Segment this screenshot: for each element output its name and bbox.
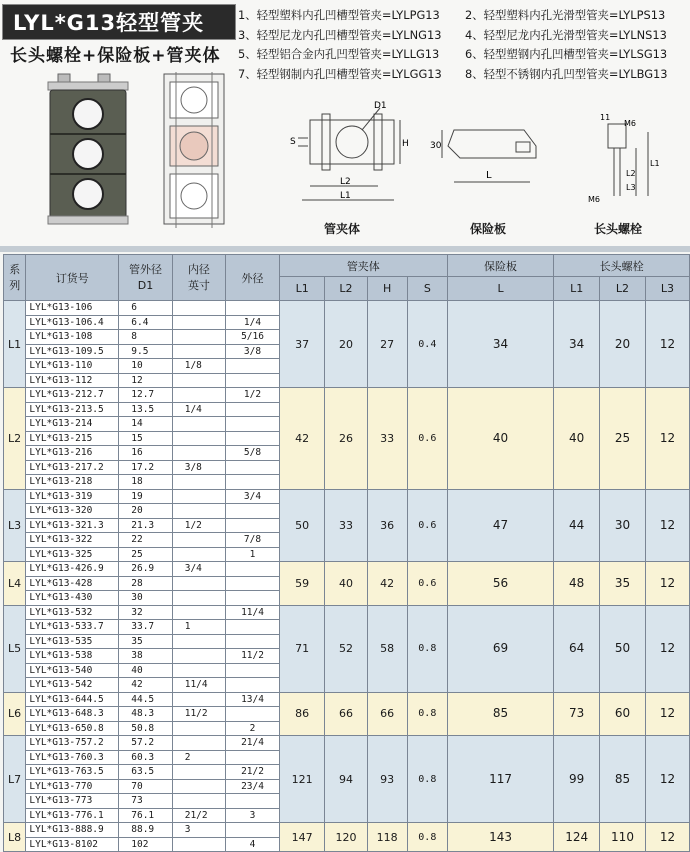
order-code-cell: LYL*G13-888.9 bbox=[26, 823, 119, 838]
col-id-header: 内径 英寸 bbox=[172, 255, 225, 301]
inner-inch-cell bbox=[172, 736, 225, 751]
dimension-cell: 0.6 bbox=[407, 388, 447, 490]
series-cell: L7 bbox=[4, 736, 26, 823]
dimension-cell: 12 bbox=[645, 562, 689, 606]
dimension-cell: 36 bbox=[367, 489, 407, 562]
dimension-cell: 69 bbox=[447, 605, 553, 692]
inner-inch-cell bbox=[172, 576, 225, 591]
col-sub-header: L2 bbox=[325, 277, 367, 301]
dimension-cell: 12 bbox=[645, 823, 689, 852]
variant-list bbox=[238, 6, 688, 84]
order-code-cell: LYL*G13-325 bbox=[26, 547, 119, 562]
dim-m6-label: M6 bbox=[588, 195, 600, 204]
order-code-cell: LYL*G13-8102 bbox=[26, 837, 119, 852]
outer-inch-cell: 4 bbox=[226, 837, 280, 852]
outer-inch-cell: 11/2 bbox=[226, 649, 280, 664]
order-code-cell: LYL*G13-214 bbox=[26, 417, 119, 432]
outer-diameter-cell: 16 bbox=[119, 446, 172, 461]
inner-inch-cell bbox=[172, 663, 225, 678]
variant-item: 2、轻型塑料内孔光滑型管夹=LYLPS13 bbox=[465, 8, 666, 22]
dimension-cell: 73 bbox=[554, 692, 600, 736]
order-code-cell: LYL*G13-426.9 bbox=[26, 562, 119, 577]
col-group-bolt-header: 长头螺栓 bbox=[554, 255, 690, 277]
outer-inch-cell: 3 bbox=[226, 808, 280, 823]
inner-inch-cell bbox=[172, 315, 225, 330]
variant-item: 3、轻型尼龙内孔凹槽型管夹=LYLNG13 bbox=[238, 27, 442, 42]
outer-inch-cell: 13/4 bbox=[226, 692, 280, 707]
dimension-cell: 42 bbox=[279, 388, 325, 490]
outer-inch-cell bbox=[226, 301, 280, 316]
series-cell: L2 bbox=[4, 388, 26, 490]
outer-diameter-cell: 44.5 bbox=[119, 692, 172, 707]
inner-inch-cell bbox=[172, 388, 225, 403]
dimension-cell: 12 bbox=[645, 736, 689, 823]
outer-diameter-cell: 40 bbox=[119, 663, 172, 678]
col-sub-header: L bbox=[447, 277, 553, 301]
series-cell: L4 bbox=[4, 562, 26, 606]
dimension-cell: 0.6 bbox=[407, 489, 447, 562]
variant-item: 7、轻型钢制内孔凹槽型管夹=LYLGG13 bbox=[238, 66, 442, 81]
dimension-cell: 124 bbox=[554, 823, 600, 852]
inner-inch-cell bbox=[172, 721, 225, 736]
outer-inch-cell: 1/4 bbox=[226, 315, 280, 330]
dim-l1-label: L1 bbox=[650, 159, 660, 168]
outer-diameter-cell: 6 bbox=[119, 301, 172, 316]
dimension-cell: 117 bbox=[447, 736, 553, 823]
outer-diameter-cell: 26.9 bbox=[119, 562, 172, 577]
outer-inch-cell bbox=[226, 402, 280, 417]
inner-inch-cell bbox=[172, 649, 225, 664]
order-code-cell: LYL*G13-757.2 bbox=[26, 736, 119, 751]
dimension-cell: 52 bbox=[325, 605, 367, 692]
order-code-cell: LYL*G13-770 bbox=[26, 779, 119, 794]
outer-inch-cell bbox=[226, 634, 280, 649]
inner-inch-cell bbox=[172, 547, 225, 562]
dimension-cell: 118 bbox=[367, 823, 407, 852]
order-code-cell: LYL*G13-216 bbox=[26, 446, 119, 461]
outer-diameter-cell: 60.3 bbox=[119, 750, 172, 765]
table-row bbox=[4, 823, 690, 838]
col-code-header: 订货号 bbox=[26, 255, 119, 301]
order-code-cell: LYL*G13-532 bbox=[26, 605, 119, 620]
header-area bbox=[0, 0, 690, 250]
outer-inch-cell: 5/8 bbox=[226, 446, 280, 461]
order-code-cell: LYL*G13-109.5 bbox=[26, 344, 119, 359]
order-code-cell: LYL*G13-106.4 bbox=[26, 315, 119, 330]
outer-diameter-cell: 15 bbox=[119, 431, 172, 446]
dimension-cell: 0.8 bbox=[407, 605, 447, 692]
dimension-cell: 71 bbox=[279, 605, 325, 692]
outer-diameter-cell: 63.5 bbox=[119, 765, 172, 780]
order-code-cell: LYL*G13-212.7 bbox=[26, 388, 119, 403]
outer-inch-cell bbox=[226, 750, 280, 765]
dimension-cell: 20 bbox=[325, 301, 367, 388]
order-code-cell: LYL*G13-322 bbox=[26, 533, 119, 548]
inner-inch-cell bbox=[172, 634, 225, 649]
dimension-cell: 147 bbox=[279, 823, 325, 852]
outer-inch-cell bbox=[226, 707, 280, 722]
divider-band bbox=[0, 246, 690, 252]
outer-diameter-cell: 18 bbox=[119, 475, 172, 490]
outer-diameter-cell: 12 bbox=[119, 373, 172, 388]
outer-diameter-cell: 13.5 bbox=[119, 402, 172, 417]
dimension-cell: 64 bbox=[554, 605, 600, 692]
outer-inch-cell bbox=[226, 620, 280, 635]
dimension-cell: 48 bbox=[554, 562, 600, 606]
table-row bbox=[4, 605, 690, 620]
dim-s-label: S bbox=[290, 137, 296, 147]
dimension-cell: 47 bbox=[447, 489, 553, 562]
dimension-cell: 40 bbox=[447, 388, 553, 490]
outer-inch-cell: 21/2 bbox=[226, 765, 280, 780]
dimension-cell: 33 bbox=[367, 388, 407, 490]
dimension-cell: 60 bbox=[600, 692, 646, 736]
dimension-cell: 44 bbox=[554, 489, 600, 562]
dimension-cell: 59 bbox=[279, 562, 325, 606]
bolt-drawing bbox=[586, 112, 666, 208]
order-code-cell: LYL*G13-319 bbox=[26, 489, 119, 504]
variant-row bbox=[238, 65, 688, 85]
dim-l2-label: L2 bbox=[340, 177, 351, 187]
dim-m6-label: M6 bbox=[624, 119, 636, 128]
dim-l2-label: L2 bbox=[626, 169, 636, 178]
dim-d1-label: D1 bbox=[374, 101, 387, 111]
product-photo bbox=[40, 72, 260, 232]
outer-inch-cell bbox=[226, 562, 280, 577]
dimension-cell: 50 bbox=[279, 489, 325, 562]
dimension-cell: 66 bbox=[325, 692, 367, 736]
dimension-cell: 12 bbox=[645, 301, 689, 388]
inner-inch-cell bbox=[172, 475, 225, 490]
variant-item: 5、轻型铝合金内孔凹型管夹=LYLLG13 bbox=[238, 47, 440, 61]
inner-inch-cell bbox=[172, 373, 225, 388]
outer-inch-cell bbox=[226, 518, 280, 533]
outer-diameter-cell: 19 bbox=[119, 489, 172, 504]
order-code-cell: LYL*G13-773 bbox=[26, 794, 119, 809]
variant-row bbox=[238, 45, 688, 65]
inner-inch-cell: 2 bbox=[172, 750, 225, 765]
outer-diameter-cell: 57.2 bbox=[119, 736, 172, 751]
outer-diameter-cell: 70 bbox=[119, 779, 172, 794]
outer-inch-cell: 11/4 bbox=[226, 605, 280, 620]
table-row bbox=[4, 736, 690, 751]
col-group-plate-header: 保险板 bbox=[447, 255, 553, 277]
variant-item: 6、轻型塑钢内孔凹槽型管夹=LYLSG13 bbox=[465, 47, 668, 61]
dimension-cell: 12 bbox=[645, 388, 689, 490]
dimension-cell: 26 bbox=[325, 388, 367, 490]
outer-diameter-cell: 25 bbox=[119, 547, 172, 562]
dimension-cell: 66 bbox=[367, 692, 407, 736]
outer-inch-cell: 3/8 bbox=[226, 344, 280, 359]
dimension-cell: 40 bbox=[554, 388, 600, 490]
order-code-cell: LYL*G13-217.2 bbox=[26, 460, 119, 475]
order-code-cell: LYL*G13-650.8 bbox=[26, 721, 119, 736]
dim-11-label: 11 bbox=[600, 113, 611, 122]
outer-inch-cell: 7/8 bbox=[226, 533, 280, 548]
outer-diameter-cell: 14 bbox=[119, 417, 172, 432]
dimension-cell: 93 bbox=[367, 736, 407, 823]
order-code-cell: LYL*G13-110 bbox=[26, 359, 119, 374]
series-cell: L8 bbox=[4, 823, 26, 852]
table-row bbox=[4, 388, 690, 403]
inner-inch-cell bbox=[172, 431, 225, 446]
order-code-cell: LYL*G13-644.5 bbox=[26, 692, 119, 707]
page-title: LYL*G13轻型管夹 bbox=[13, 11, 205, 35]
dimension-cell: 34 bbox=[447, 301, 553, 388]
outer-inch-cell bbox=[226, 431, 280, 446]
spec-table-body bbox=[4, 301, 690, 852]
outer-inch-cell: 2 bbox=[226, 721, 280, 736]
col-group-body-header: 管夹体 bbox=[279, 255, 447, 277]
outer-diameter-cell: 17.2 bbox=[119, 460, 172, 475]
table-row bbox=[4, 301, 690, 316]
order-code-cell: LYL*G13-763.5 bbox=[26, 765, 119, 780]
dimension-cell: 85 bbox=[600, 736, 646, 823]
outer-diameter-cell: 88.9 bbox=[119, 823, 172, 838]
variant-item: 8、轻型不锈钢内孔凹型管夹=LYLBG13 bbox=[465, 66, 668, 81]
outer-inch-cell: 23/4 bbox=[226, 779, 280, 794]
outer-inch-cell bbox=[226, 460, 280, 475]
series-cell: L1 bbox=[4, 301, 26, 388]
order-code-cell: LYL*G13-430 bbox=[26, 591, 119, 606]
dim-h-label: H bbox=[402, 139, 409, 149]
outer-inch-cell bbox=[226, 678, 280, 693]
outer-diameter-cell: 73 bbox=[119, 794, 172, 809]
spec-table bbox=[3, 254, 690, 852]
order-code-cell: LYL*G13-542 bbox=[26, 678, 119, 693]
table-row bbox=[4, 489, 690, 504]
title-banner bbox=[2, 4, 236, 40]
order-code-cell: LYL*G13-428 bbox=[26, 576, 119, 591]
inner-inch-cell: 1/2 bbox=[172, 518, 225, 533]
outer-inch-cell: 1 bbox=[226, 547, 280, 562]
variant-item: 4、轻型尼龙内孔光滑型管夹=LYLNS13 bbox=[465, 27, 667, 42]
inner-inch-cell bbox=[172, 605, 225, 620]
inner-inch-cell bbox=[172, 533, 225, 548]
dimension-cell: 94 bbox=[325, 736, 367, 823]
outer-diameter-cell: 22 bbox=[119, 533, 172, 548]
inner-inch-cell bbox=[172, 344, 225, 359]
table-row bbox=[4, 562, 690, 577]
dimension-cell: 12 bbox=[645, 605, 689, 692]
order-code-cell: LYL*G13-760.3 bbox=[26, 750, 119, 765]
dimension-cell: 30 bbox=[600, 489, 646, 562]
inner-inch-cell: 1/4 bbox=[172, 402, 225, 417]
outer-diameter-cell: 50.8 bbox=[119, 721, 172, 736]
inner-inch-cell bbox=[172, 446, 225, 461]
order-code-cell: LYL*G13-321.3 bbox=[26, 518, 119, 533]
outer-diameter-cell: 33.7 bbox=[119, 620, 172, 635]
dimension-cell: 120 bbox=[325, 823, 367, 852]
dim-30-label: 30 bbox=[430, 141, 442, 151]
outer-inch-cell bbox=[226, 475, 280, 490]
body-caption: 管夹体 bbox=[324, 222, 361, 236]
dim-l1-label: L1 bbox=[340, 191, 351, 201]
dimension-cell: 143 bbox=[447, 823, 553, 852]
inner-inch-cell: 1 bbox=[172, 620, 225, 635]
dimension-cell: 56 bbox=[447, 562, 553, 606]
order-code-cell: LYL*G13-540 bbox=[26, 663, 119, 678]
series-cell: L6 bbox=[4, 692, 26, 736]
dimension-cell: 0.8 bbox=[407, 823, 447, 852]
inner-inch-cell bbox=[172, 779, 225, 794]
order-code-cell: LYL*G13-218 bbox=[26, 475, 119, 490]
inner-inch-cell: 1/8 bbox=[172, 359, 225, 374]
dim-l3-label: L3 bbox=[626, 183, 636, 192]
outer-diameter-cell: 6.4 bbox=[119, 315, 172, 330]
dimension-cell: 12 bbox=[645, 692, 689, 736]
col-sub-header: L1 bbox=[279, 277, 325, 301]
inner-inch-cell: 11/2 bbox=[172, 707, 225, 722]
dimension-cell: 0.6 bbox=[407, 562, 447, 606]
dimension-cell: 42 bbox=[367, 562, 407, 606]
order-code-cell: LYL*G13-535 bbox=[26, 634, 119, 649]
plate-caption: 保险板 bbox=[470, 222, 507, 236]
inner-inch-cell bbox=[172, 489, 225, 504]
outer-inch-cell: 3/4 bbox=[226, 489, 280, 504]
inner-inch-cell bbox=[172, 591, 225, 606]
inner-inch-cell: 3/8 bbox=[172, 460, 225, 475]
order-code-cell: LYL*G13-533.7 bbox=[26, 620, 119, 635]
dimension-cell: 27 bbox=[367, 301, 407, 388]
dimension-cell: 35 bbox=[600, 562, 646, 606]
order-code-cell: LYL*G13-112 bbox=[26, 373, 119, 388]
inner-inch-cell: 11/4 bbox=[172, 678, 225, 693]
inner-inch-cell bbox=[172, 692, 225, 707]
order-code-cell: LYL*G13-215 bbox=[26, 431, 119, 446]
dimension-cell: 25 bbox=[600, 388, 646, 490]
series-cell: L5 bbox=[4, 605, 26, 692]
inner-inch-cell: 21/2 bbox=[172, 808, 225, 823]
inner-inch-cell bbox=[172, 417, 225, 432]
col-sub-header: L1 bbox=[554, 277, 600, 301]
variant-row bbox=[238, 26, 688, 46]
outer-diameter-cell: 32 bbox=[119, 605, 172, 620]
order-code-cell: LYL*G13-108 bbox=[26, 330, 119, 345]
dimension-cell: 40 bbox=[325, 562, 367, 606]
dimension-cell: 50 bbox=[600, 605, 646, 692]
outer-diameter-cell: 102 bbox=[119, 837, 172, 852]
inner-inch-cell: 3 bbox=[172, 823, 225, 838]
dimension-cell: 86 bbox=[279, 692, 325, 736]
col-sub-header: L2 bbox=[600, 277, 646, 301]
dimension-cell: 0.8 bbox=[407, 692, 447, 736]
outer-diameter-cell: 8 bbox=[119, 330, 172, 345]
inner-inch-cell bbox=[172, 301, 225, 316]
col-outer-header: 外径 bbox=[226, 255, 280, 301]
col-series-header: 系 列 bbox=[4, 255, 26, 301]
inner-inch-cell bbox=[172, 837, 225, 852]
outer-diameter-cell: 9.5 bbox=[119, 344, 172, 359]
dimension-cell: 110 bbox=[600, 823, 646, 852]
col-sub-header: S bbox=[407, 277, 447, 301]
order-code-cell: LYL*G13-538 bbox=[26, 649, 119, 664]
dimension-cell: 58 bbox=[367, 605, 407, 692]
outer-diameter-cell: 38 bbox=[119, 649, 172, 664]
clamp-body-drawing bbox=[288, 100, 408, 212]
dimension-cell: 121 bbox=[279, 736, 325, 823]
dimension-cell: 34 bbox=[554, 301, 600, 388]
outer-diameter-cell: 28 bbox=[119, 576, 172, 591]
outer-inch-cell: 5/16 bbox=[226, 330, 280, 345]
outer-inch-cell bbox=[226, 504, 280, 519]
outer-inch-cell bbox=[226, 663, 280, 678]
col-od-header: 管外径 D1 bbox=[119, 255, 172, 301]
order-code-cell: LYL*G13-648.3 bbox=[26, 707, 119, 722]
inner-inch-cell bbox=[172, 330, 225, 345]
outer-diameter-cell: 76.1 bbox=[119, 808, 172, 823]
outer-inch-cell bbox=[226, 359, 280, 374]
plate-drawing bbox=[424, 124, 544, 200]
series-cell: L3 bbox=[4, 489, 26, 562]
outer-diameter-cell: 30 bbox=[119, 591, 172, 606]
outer-inch-cell bbox=[226, 794, 280, 809]
variant-item: 1、轻型塑料内孔凹槽型管夹=LYLPG13 bbox=[238, 8, 440, 22]
inner-inch-cell bbox=[172, 765, 225, 780]
order-code-cell: LYL*G13-320 bbox=[26, 504, 119, 519]
outer-diameter-cell: 21.3 bbox=[119, 518, 172, 533]
col-sub-header: L3 bbox=[645, 277, 689, 301]
outer-diameter-cell: 48.3 bbox=[119, 707, 172, 722]
dimension-cell: 20 bbox=[600, 301, 646, 388]
dimension-cell: 85 bbox=[447, 692, 553, 736]
dimension-cell: 33 bbox=[325, 489, 367, 562]
dimension-cell: 99 bbox=[554, 736, 600, 823]
bolt-caption: 长头螺栓 bbox=[594, 222, 643, 236]
dimension-cell: 37 bbox=[279, 301, 325, 388]
outer-inch-cell bbox=[226, 591, 280, 606]
dimension-cell: 0.4 bbox=[407, 301, 447, 388]
page-subtitle: 长头螺栓+保险板+管夹体 bbox=[10, 46, 221, 66]
inner-inch-cell bbox=[172, 794, 225, 809]
outer-inch-cell bbox=[226, 373, 280, 388]
outer-inch-cell: 1/2 bbox=[226, 388, 280, 403]
dimension-cell: 0.8 bbox=[407, 736, 447, 823]
outer-inch-cell: 21/4 bbox=[226, 736, 280, 751]
outer-inch-cell bbox=[226, 417, 280, 432]
outer-diameter-cell: 20 bbox=[119, 504, 172, 519]
inner-inch-cell: 3/4 bbox=[172, 562, 225, 577]
dim-l-label: L bbox=[486, 170, 492, 181]
order-code-cell: LYL*G13-106 bbox=[26, 301, 119, 316]
table-row bbox=[4, 692, 690, 707]
inner-inch-cell bbox=[172, 504, 225, 519]
outer-diameter-cell: 42 bbox=[119, 678, 172, 693]
order-code-cell: LYL*G13-776.1 bbox=[26, 808, 119, 823]
dimension-cell: 12 bbox=[645, 489, 689, 562]
order-code-cell: LYL*G13-213.5 bbox=[26, 402, 119, 417]
outer-inch-cell bbox=[226, 576, 280, 591]
col-sub-header: H bbox=[367, 277, 407, 301]
variant-row bbox=[238, 6, 688, 26]
outer-diameter-cell: 35 bbox=[119, 634, 172, 649]
outer-inch-cell bbox=[226, 823, 280, 838]
outer-diameter-cell: 10 bbox=[119, 359, 172, 374]
outer-diameter-cell: 12.7 bbox=[119, 388, 172, 403]
